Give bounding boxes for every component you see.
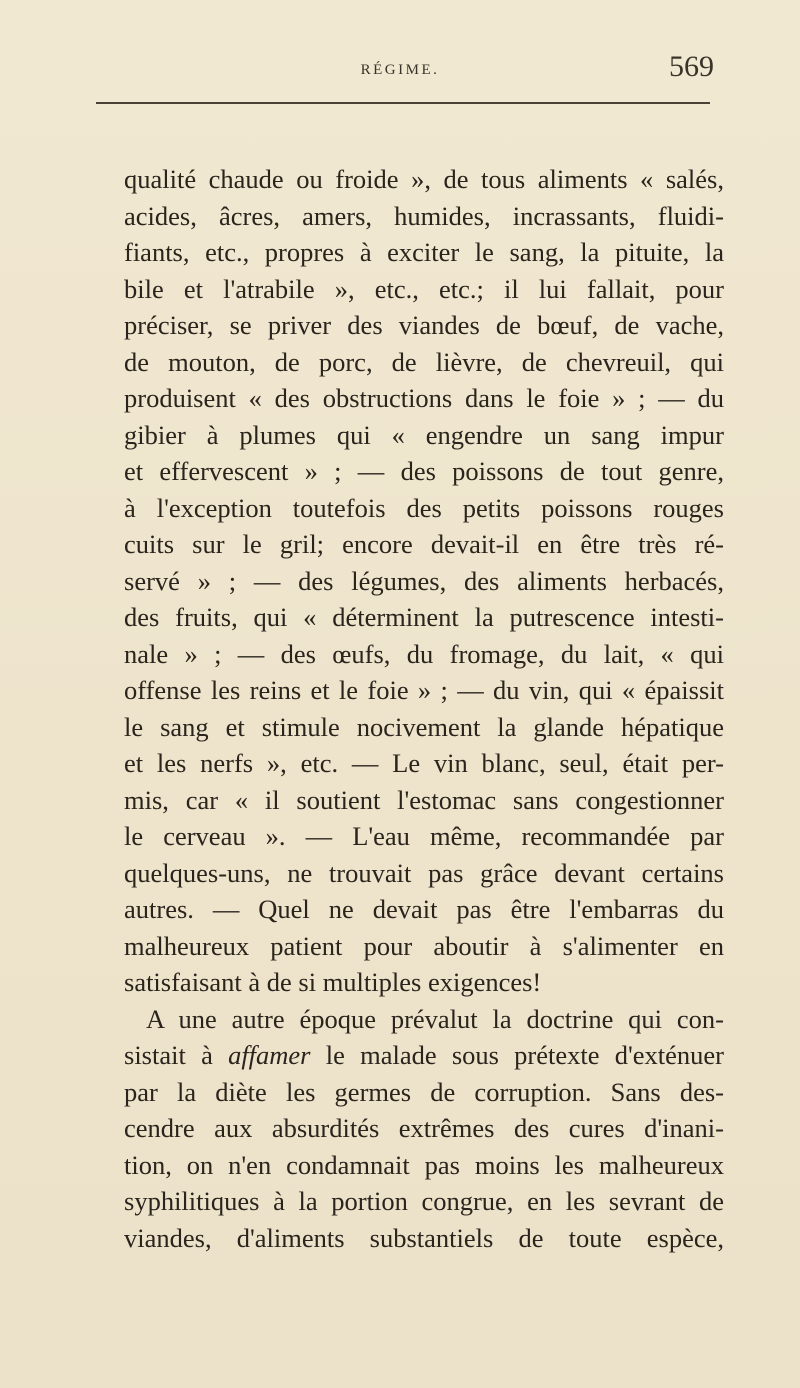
paragraph-end-line: satisfaisant à de si multiples exigences! xyxy=(124,967,542,997)
text-line: servé » ; — des légumes, des aliments herbacés, xyxy=(124,565,724,596)
text-line: à l'exception toutefois des petits poissons rouges xyxy=(124,492,724,523)
text-line: préciser, se priver des viandes de bœuf, de vache, xyxy=(124,310,724,340)
running-head xyxy=(60,50,740,90)
body-text xyxy=(124,161,724,1256)
running-title: RÉGIME. xyxy=(360,62,440,78)
text-line: le sang et stimule nocivement la glande hépatique xyxy=(124,711,724,742)
page-number: 569 xyxy=(669,50,714,83)
text-line: nale » ; — des œufs, du fromage, du lait, « qui xyxy=(124,638,724,669)
text-line: le cerveau ». — L'eau même, recommandée par xyxy=(124,821,724,851)
text-line: de mouton, de porc, de lièvre, de chevreuil, qui xyxy=(124,346,724,377)
text-line: fiants, etc., propres à exciter le sang, la pituite, la xyxy=(124,237,724,267)
text-line: par la diète les germes de corruption. Sans des- xyxy=(124,1076,724,1107)
text-line: bile et l'atrabile », etc., etc.; il lui fallait, pour xyxy=(124,273,724,304)
text-line: acides, âcres, amers, humides, incrassants, fluidi- xyxy=(124,200,724,231)
text-line: cuits sur le gril; encore devait-il en être très ré- xyxy=(124,529,724,559)
paragraph-start-line: A une autre époque prévalut la doctrine qui con- xyxy=(146,1003,724,1034)
text-line: et effervescent » ; — des poissons de tout genre, xyxy=(124,456,724,486)
italic-emphasis: affamer xyxy=(228,1040,311,1070)
text-line: cendre aux absurdités extrêmes des cures d'inani- xyxy=(124,1113,724,1143)
text-line: malheureux patient pour aboutir à s'alimenter en xyxy=(124,930,724,961)
text-line: syphilitiques à la portion congrue, en les sevrant de xyxy=(124,1186,724,1216)
text-line: qualité chaude ou froide », de tous aliments « salés, xyxy=(124,164,724,194)
text-line: viandes, d'aliments substantiels de toute espèce, xyxy=(124,1222,724,1253)
text-line xyxy=(124,1037,724,1074)
text-line: des fruits, qui « déterminent la putrescence intesti- xyxy=(124,602,724,632)
text-line: mis, car « il soutient l'estomac sans congestionner xyxy=(124,784,724,815)
text-line: gibier à plumes qui « engendre un sang impur xyxy=(124,419,724,450)
text-segment: le malade sous prétexte d'exténuer xyxy=(310,1040,724,1070)
header-rule xyxy=(96,102,710,104)
text-line: autres. — Quel ne devait pas être l'embarras du xyxy=(124,894,724,924)
text-line: offense les reins et le foie » ; — du vin, qui « épaissit xyxy=(124,675,724,705)
text-line: tion, on n'en condamnait pas moins les malheureux xyxy=(124,1149,724,1180)
text-segment: sistait à xyxy=(124,1040,229,1070)
text-line: et les nerfs », etc. — Le vin blanc, seul, était per- xyxy=(124,748,724,778)
text-line: produisent « des obstructions dans le foie » ; — du xyxy=(124,383,724,413)
text-line: quelques-uns, ne trouvait pas grâce devant certains xyxy=(124,857,724,888)
